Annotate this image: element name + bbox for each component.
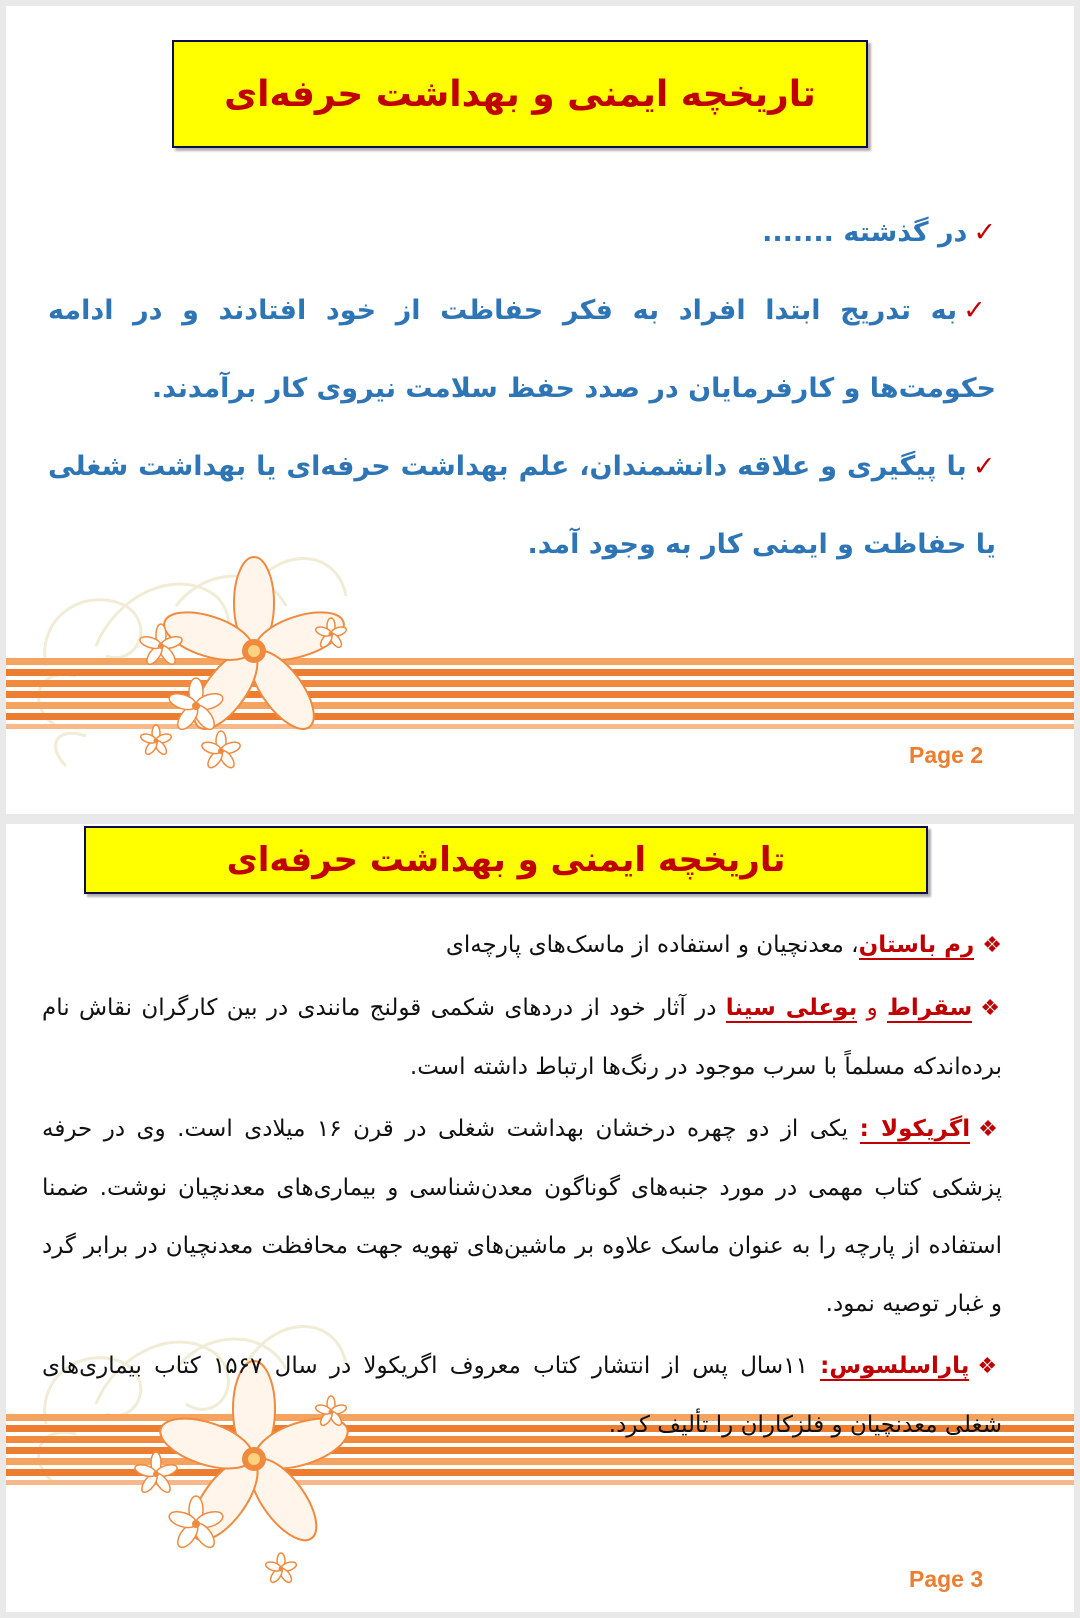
page-number: Page 2 <box>909 742 984 768</box>
list-item: ❖رم باستان، معدنچیان و استفاده از ماسک‌های پارچه‌ای <box>445 932 1002 958</box>
checkmark-icon: ✓ <box>972 451 996 482</box>
slide-title-box <box>84 826 928 894</box>
list-item: ✓در گذشته ....... <box>762 217 996 248</box>
slide-content <box>42 916 1002 1458</box>
slide-page-2 <box>6 6 1074 814</box>
diamond-bullet-icon: ❖ <box>977 1354 1002 1379</box>
flower-small <box>265 1553 298 1584</box>
slide-title: تاریخچه ایمنی و بهداشت حرفه‌ای <box>224 73 816 115</box>
flower-small <box>200 731 241 770</box>
diamond-bullet-icon: ❖ <box>982 933 1002 958</box>
list-item: ✓به تدریج ابتدا افراد به فکر حفاظت از خود افتادند و در ادامه حکومت‌ها و کارفرمایان در صدد حفظ سلامت نیروی کار برآمدند. <box>48 295 997 404</box>
list-item: ✓با پیگیری و علاقه دانشمندان، علم بهداشت حرفه‌ای یا بهداشت شغلی یا حفاظت و ایمنی کار به وجود آمد. <box>48 451 996 560</box>
diamond-bullet-icon: ❖ <box>978 1117 1002 1142</box>
slide-title: تاریخچه ایمنی و بهداشت حرفه‌ای <box>226 840 786 880</box>
list-item: ❖پاراسلسوس: ۱۱سال پس از انتشار کتاب معروف اگریکولا در سال ۱۵۶۷ کتاب بیماری‌های شغلی معدنچیان و فلزکاران را تألیف کرد. <box>42 1353 1002 1438</box>
slide-page-3 <box>6 824 1074 1612</box>
diamond-bullet-icon: ❖ <box>980 996 1002 1021</box>
flower-small <box>140 725 173 756</box>
checkmark-icon: ✓ <box>973 217 996 248</box>
slide-title-box <box>172 40 868 148</box>
orange-stripes <box>6 658 1074 729</box>
list-item: ❖اگریکولا : یکی از دو چهره درخشان بهداشت شغلی در قرن ۱۶ میلادی است. وی در حرفه پزشکی کتاب مهمی در مورد جنبه‌های گوناگون معدن‌شناسی و بیماری‌های معدنچیان نوشت. ضمنا استفاده از پارچه را به عنوان ماسک علاوه بر ماشین‌های تهویه جهت محافظت معدنچیان در برابر گرد و غبار توصیه نمود. <box>42 1116 1002 1317</box>
list-item: ❖سقراط و بوعلی سینا در آثار خود از دردهای شکمی قولنج مانندی در بین کارگران نقاش نام برده‌اندکه مسلماً با سرب موجود در رنگ‌ها ارتباط داشته است. <box>42 995 1002 1080</box>
page-number: Page 3 <box>909 1566 984 1592</box>
slide-content <box>48 194 996 584</box>
checkmark-icon: ✓ <box>963 295 997 326</box>
